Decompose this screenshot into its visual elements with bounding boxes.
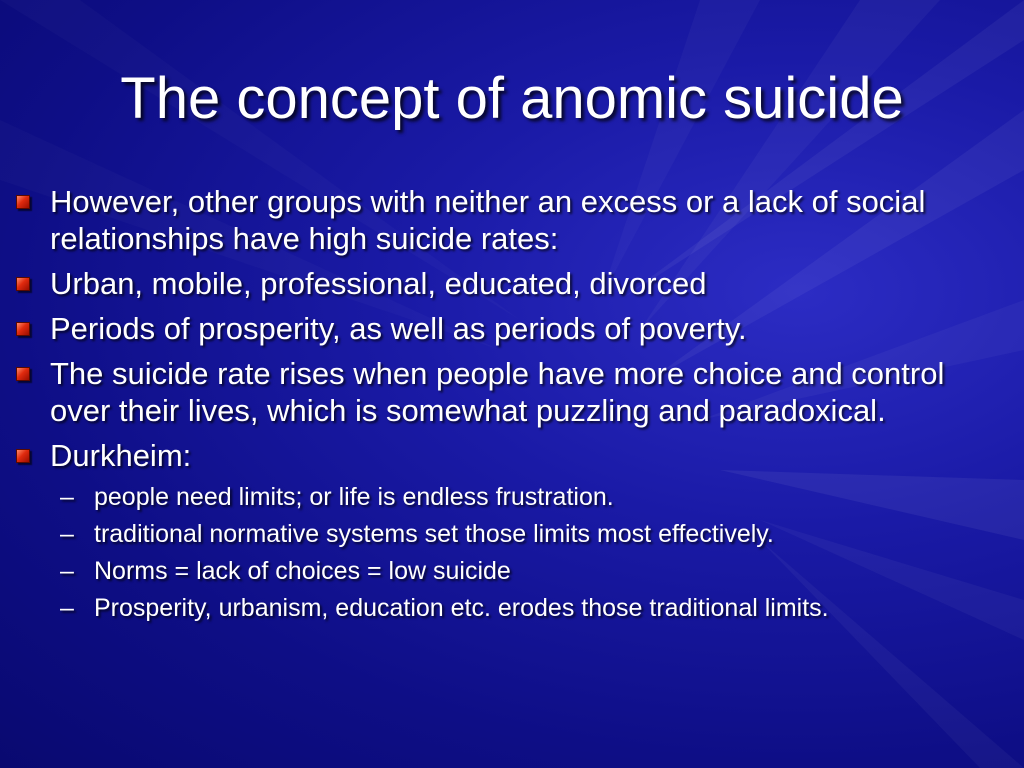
sub-bullet-item xyxy=(14,593,974,623)
square-bullet-icon xyxy=(16,322,30,336)
bullet-item xyxy=(14,265,974,302)
sub-bullet-item xyxy=(14,556,974,586)
square-bullet-icon xyxy=(16,195,30,209)
bullet-text: The suicide rate rises when people have more choice and control over their lives, which is somewhat puzzling and paradoxical. xyxy=(50,356,945,428)
dash-bullet-icon: – xyxy=(60,557,74,585)
sub-bullet-item xyxy=(14,482,974,512)
bullet-text: Durkheim: xyxy=(50,438,192,473)
slide-body xyxy=(14,183,974,630)
bullet-text: Periods of prosperity, as well as periods of poverty. xyxy=(50,311,747,346)
bullet-text: Urban, mobile, professional, educated, divorced xyxy=(50,266,707,301)
bullet-item xyxy=(14,310,974,347)
square-bullet-icon xyxy=(16,277,30,291)
bullet-item xyxy=(14,183,974,257)
sub-bullet-text: people need limits; or life is endless frustration. xyxy=(94,483,614,511)
sub-bullet-item xyxy=(14,519,974,549)
square-bullet-icon xyxy=(16,449,30,463)
sub-bullet-list xyxy=(14,482,974,623)
dash-bullet-icon: – xyxy=(60,594,74,622)
bullet-item xyxy=(14,437,974,474)
square-bullet-icon xyxy=(16,367,30,381)
dash-bullet-icon: – xyxy=(60,520,74,548)
dash-bullet-icon: – xyxy=(60,483,74,511)
sub-bullet-text: Norms = lack of choices = low suicide xyxy=(94,557,511,585)
bullet-item xyxy=(14,355,974,429)
bullet-text: However, other groups with neither an excess or a lack of social relationships have high suicide rates: xyxy=(50,184,926,256)
sub-bullet-text: Prosperity, urbanism, education etc. erodes those traditional limits. xyxy=(94,594,829,622)
sub-bullet-text: traditional normative systems set those limits most effectively. xyxy=(94,520,774,548)
slide-title: The concept of anomic suicide xyxy=(120,66,904,131)
